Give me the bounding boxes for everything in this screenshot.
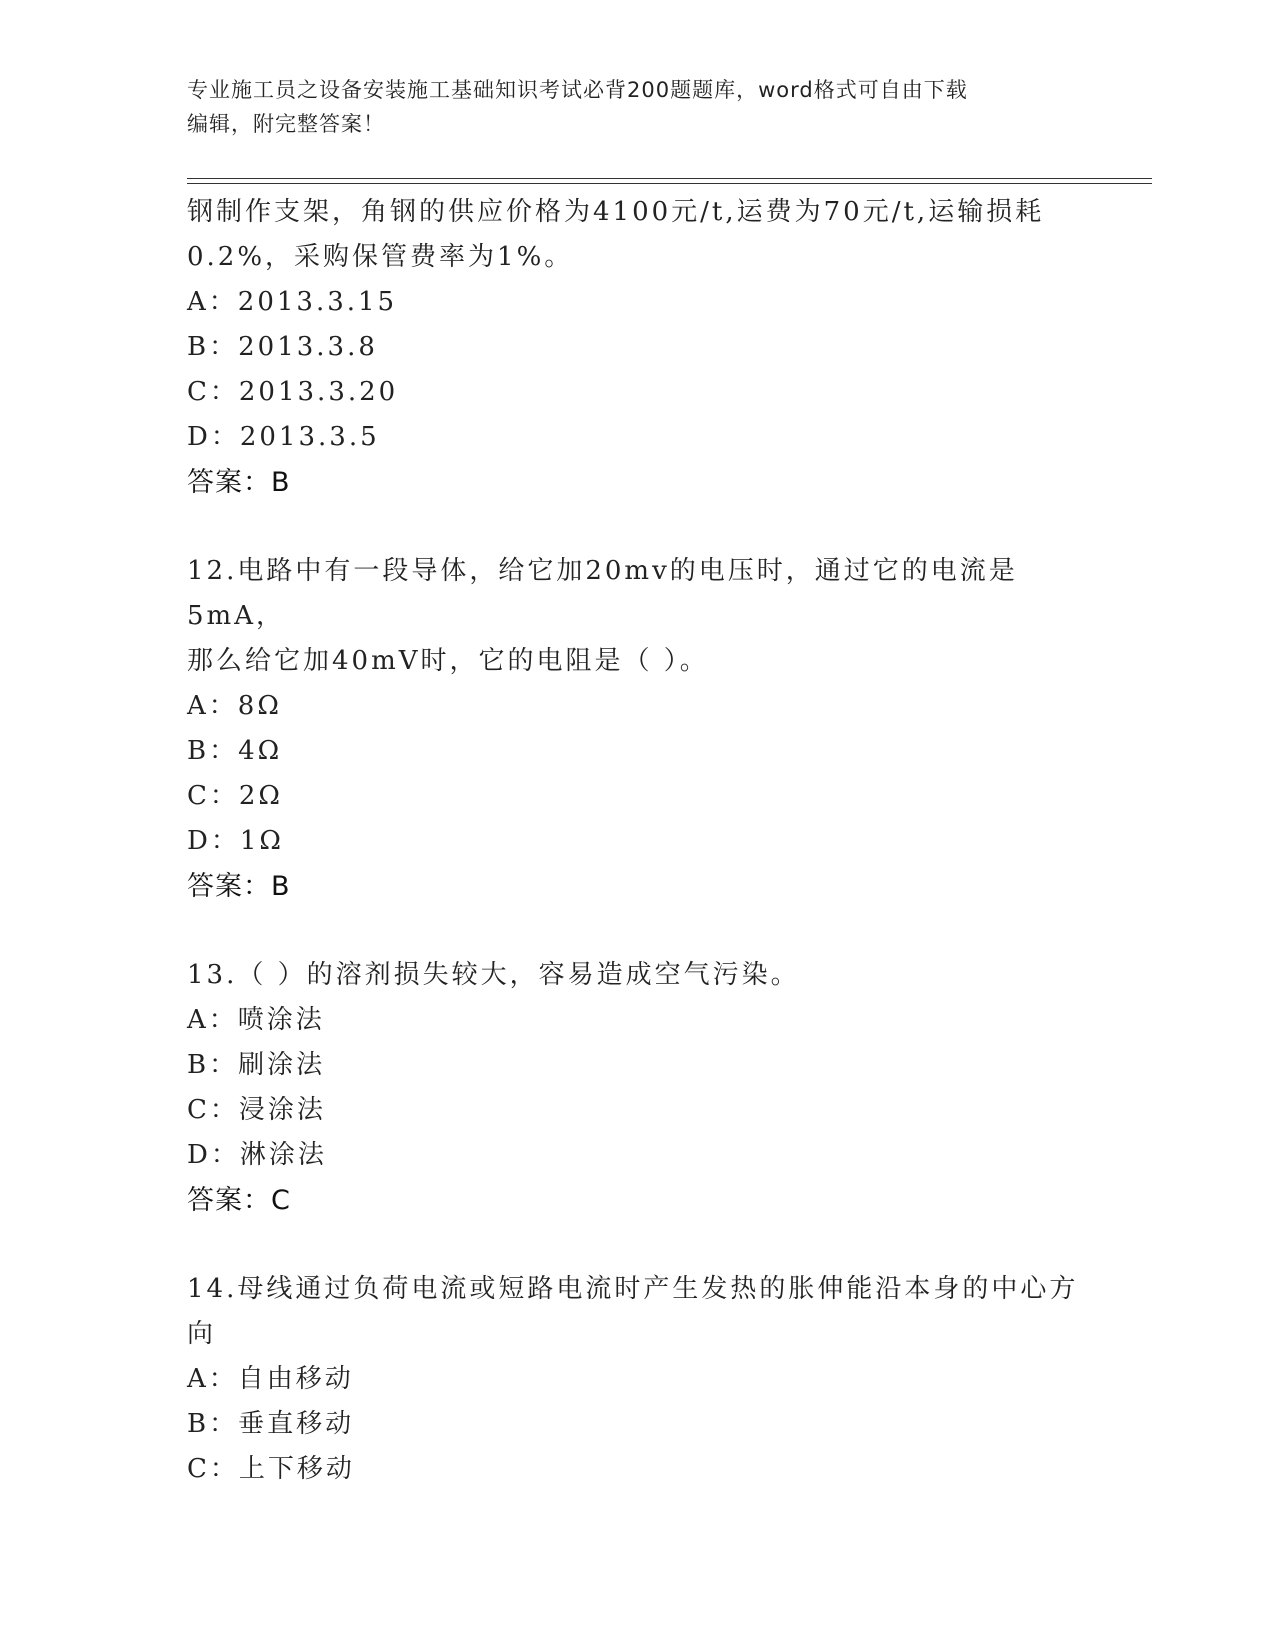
- question-text-line: 钢制作支架，角钢的供应价格为4100元/t,运费为70元/t,运输损耗: [187, 197, 1045, 227]
- option-c: C：2Ω: [187, 781, 283, 811]
- question-text-line: 那么给它加40mV时，它的电阻是（ ）。: [187, 646, 709, 676]
- header-divider-top: [187, 178, 1152, 179]
- question-text-line: 13.（ ）的溶剂损失较大，容易造成空气污染。: [187, 960, 800, 990]
- answer-line: 答案：B: [187, 467, 291, 498]
- header-title-line-2: 编辑，附完整答案！: [187, 112, 385, 136]
- answer-line: 答案：C: [187, 1185, 291, 1216]
- option-d: D：2013.3.5: [187, 422, 380, 452]
- question-14: [187, 1267, 1087, 1492]
- header-divider-bottom: [187, 183, 1152, 184]
- option-c: C：上下移动: [187, 1454, 355, 1484]
- option-d: D：1Ω: [187, 826, 284, 856]
- option-b: B：刷涂法: [187, 1050, 326, 1080]
- option-b: B：4Ω: [187, 736, 283, 766]
- question-13: [187, 953, 1087, 1223]
- question-list: [187, 190, 1087, 1492]
- option-c: C：2013.3.20: [187, 377, 399, 407]
- option-d: D：淋涂法: [187, 1140, 327, 1170]
- question-text-line: 向: [187, 1319, 217, 1349]
- option-c: C：浸涂法: [187, 1095, 326, 1125]
- option-a: A：自由移动: [187, 1364, 354, 1394]
- question-text-line: 12.电路中有一段导体，给它加20mv的电压时，通过它的电流是5mA，: [187, 556, 1018, 631]
- option-b: B：垂直移动: [187, 1409, 355, 1439]
- option-b: B：2013.3.8: [187, 332, 378, 362]
- question-text-line: 14.母线通过负荷电流或短路电流时产生发热的胀伸能沿本身的中心方: [187, 1274, 1079, 1304]
- question-text-line: 0.2%，采购保管费率为1%。: [187, 242, 574, 272]
- option-a: A：喷涂法: [187, 1005, 325, 1035]
- header-title-line-1: 专业施工员之设备安装施工基础知识考试必背200题题库，word格式可自由下载: [187, 78, 968, 102]
- document-header: [187, 73, 1087, 141]
- question-12: [187, 549, 1087, 909]
- question-11: [187, 190, 1087, 505]
- option-a: A：8Ω: [187, 691, 282, 721]
- option-a: A：2013.3.15: [187, 287, 398, 317]
- answer-line: 答案：B: [187, 871, 291, 902]
